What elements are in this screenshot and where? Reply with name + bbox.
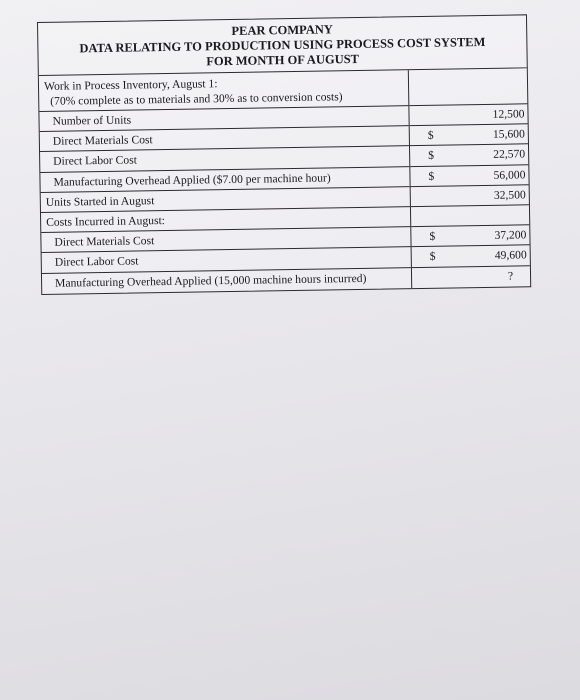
cost-data-table [37, 14, 531, 294]
table-body [39, 68, 530, 293]
moh-value: 56,000 [493, 168, 526, 182]
value-cell [411, 205, 529, 227]
aug-dl-value: 49,600 [494, 248, 527, 263]
aug-dl-dollar: $ [429, 250, 436, 264]
costs-heading: Costs Incurred in August: [46, 214, 166, 229]
table-title: DATA RELATING TO PRODUCTION USING PROCESS COST SYSTEM [79, 34, 486, 56]
value-cell [412, 246, 530, 268]
units-value: 12,500 [492, 107, 525, 121]
value-cell [410, 165, 528, 187]
dm-value: 15,600 [492, 127, 525, 142]
aug-dm-value: 37,200 [494, 228, 527, 243]
aug-dl-label: Direct Labor Cost [54, 254, 139, 270]
dl-label: Direct Labor Cost [53, 153, 138, 169]
value-cell [410, 145, 528, 167]
dm-label: Direct Materials Cost [52, 133, 153, 149]
value-cell [409, 104, 527, 126]
table-header [38, 15, 527, 76]
aug-moh-value: ? [507, 269, 514, 283]
value-cell [411, 225, 529, 247]
wip-heading: Work in Process Inventory, August 1: [43, 76, 218, 93]
started-value: 32,500 [493, 188, 526, 202]
value-cell [409, 68, 528, 106]
aug-dm-dollar: $ [429, 229, 436, 244]
wip-note: (70% complete as to materials and 30% as to conversion costs) [50, 89, 343, 108]
value-cell [410, 124, 528, 146]
value-column [409, 68, 530, 288]
company-name: PEAR COMPANY [231, 22, 334, 38]
value-cell [412, 266, 530, 288]
aug-dm-label: Direct Materials Cost [54, 234, 155, 249]
table-subtitle: FOR MONTH OF AUGUST [206, 51, 360, 69]
value-cell [411, 185, 529, 207]
label-column [39, 70, 412, 293]
aug-moh-label: Manufacturing Overhead Applied (15,000 machine hours incurred) [55, 271, 367, 290]
dm-dollar: $ [427, 129, 434, 143]
dl-value: 22,570 [493, 147, 526, 162]
started-label: Units Started in August [45, 194, 155, 209]
dl-dollar: $ [428, 149, 435, 163]
units-label: Number of Units [52, 113, 132, 128]
moh-dollar: $ [428, 169, 435, 183]
table-row [39, 70, 409, 112]
moh-label: Manufacturing Overhead Applied ($7.00 per machine hour) [53, 171, 331, 189]
